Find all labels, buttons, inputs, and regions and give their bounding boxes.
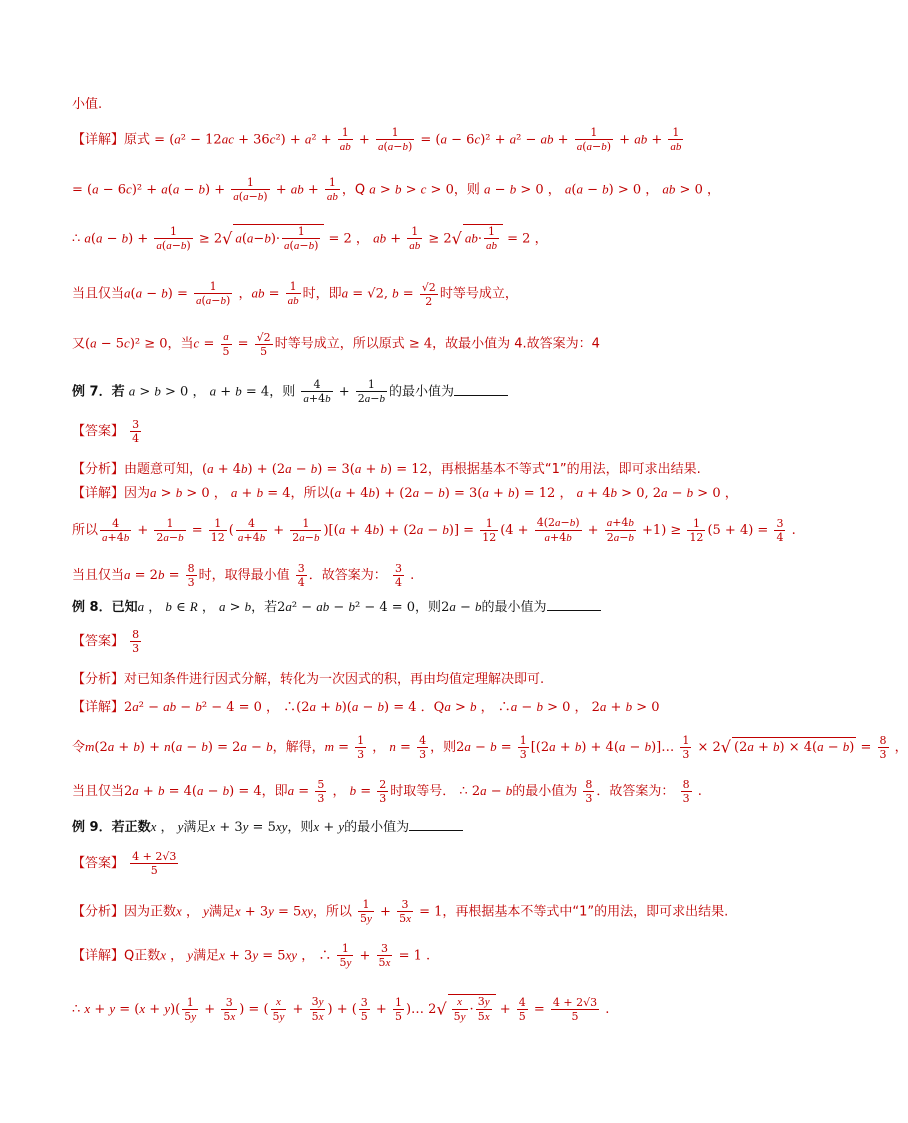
detail-tag: 【详解】 <box>72 699 125 714</box>
detail-tag: 【详解】 <box>72 485 125 500</box>
analysis-tag: 【分析】 <box>72 903 125 919</box>
ex6-detail-line2: = (a − 6c)² + a(a − b) + $\frac{1}{a(a-b)}$ + ab + $\frac{1}{ab}$ ，Q a > b > c > 0，则 a − b > 0 ， a(a − b) > 0 ， ab > 0 ， <box>72 176 720 203</box>
answer-blank <box>547 598 601 611</box>
ex7-question: 例 7．若 a > b > 0 ， a + b = 4，则 $\frac{4}{a+4b}$ + $\frac{1}{2a-b}$ 的最小值为 <box>72 378 754 406</box>
ex9-derivation: ∴ x + y = (x + y)( $\frac{1}{5y}$ + $\frac{3}{5x}$ ) = ( $\frac{x}{5y}$ + $\frac{3y}{5x}$ ) + ( $\frac{3}{5}$ + $\frac{1}{5}$ )… 2√ $\frac{x}{5y}$ · $\frac{3y}{5x}$ + $\frac{4}{5}$ = $\frac{4 + 2√3}{5}$ . <box>72 995 610 1023</box>
ex9-detail: 【详解】Q正数x ， y满足x + 3y = 5xy ， ∴ $\frac{1}{5y}$ + $\frac{3}{5x}$ = 1 . <box>72 942 431 969</box>
detail-tag: 【详解】 <box>72 947 125 963</box>
ex7-analysis: 【分析】由题意可知，(a + 4b) + (2a − b) = 3(a + b) = 12，再根据基本不等式“1”的用法，即可求出结果. <box>72 461 701 477</box>
continuation-text: 小值. <box>72 97 103 112</box>
ex6-detail-line5: 又(a − 5c)² ≥ 0，当c = $\frac{a}{5}$ = $\frac{√2}{5}$ 时等号成立，所以原式 ≥ 4，故最小值为 4.故答案为：4 <box>72 330 600 358</box>
ex9-answer: 【答案】 $\frac{4 + 2√3}{5}$ <box>72 850 177 877</box>
ex6-detail-line3: ∴ a(a − b) + $\frac{1}{a(a-b)}$ ≥ 2√ a(a−b)· $\frac{1}{a(a-b)}$ = 2 ， ab + $\frac{1}{ab}$ ≥ 2√ ab· $\frac{1}{ab}$ = 2 ， <box>72 225 548 252</box>
detail-tag: 【详解】 <box>72 131 125 147</box>
analysis-tag: 【分析】 <box>72 461 125 476</box>
answer-blank <box>409 818 463 831</box>
ex8-equality: 当且仅当2a + b = 4(a − b) = 4，即a = $\frac{5}{3}$ ， b = $\frac{2}{3}$ 时取等号． ∴ 2a − b的最小值为 $\frac{8}{3}$ ．故答案为： $\frac{8}{3}$ . <box>72 778 702 805</box>
ex7-detail: 【详解】因为a > b > 0 ， a + b = 4，所以(a + 4b) + (2a − b) = 3(a + b) = 12 ， a + 4b > 0, 2a − b > 0 ， <box>72 485 738 501</box>
ex8-let: 令m(2a + b) + n(a − b) = 2a − b，解得，m = $\frac{1}{3}$ ， n = $\frac{4}{3}$ ，则2a − b = $\frac{1}{3}$ [(2a + b) + 4(a − b)]… $\frac{1}{3}$ × 2√ (2a + b) × 4(a − b) = $\frac{8}{3}$ ， <box>72 734 908 761</box>
ex7-equality: 当且仅当a = 2b = $\frac{8}{3}$ 时，取得最小值 $\frac{3}{4}$ ．故答案为： $\frac{3}{4}$ . <box>72 562 415 589</box>
ex7-answer: 【答案】 $\frac{3}{4}$ <box>72 418 140 445</box>
answer-tag: 【答案】 <box>72 633 125 648</box>
analysis-tag: 【分析】 <box>72 671 125 686</box>
ex9-analysis: 【分析】因为正数x ， y满足x + 3y = 5xy，所以 $\frac{1}{5y}$ + $\frac{3}{5x}$ = 1，再根据基本不等式中“1”的用法，即可求出结果. <box>72 898 729 925</box>
answer-blank <box>454 383 508 396</box>
answer-tag: 【答案】 <box>72 423 125 438</box>
ex7-derivation: 所以 $\frac{4}{a+4b}$ + $\frac{1}{2a-b}$ = $\frac{1}{12}$ ( $\frac{4}{a+4b}$ + $\frac{1}{2a-b}$ )[(a + 4b) + (2a − b)] = $\frac{1}{12}$ (4 + $\frac{4(2a-b)}{a+4b}$ + $\frac{a+4b}{2a-b}$ +1) ≥ $\frac{1}{12}$ (5 + 4) = $\frac{3}{4}$ . <box>72 516 796 544</box>
ex9-question: 例 9．若正数x ， y满足x + 3y = 5xy，则x + y的最小值为 <box>72 818 754 837</box>
ex6-detail-line1: 【详解】原式 = (a² − 12ac + 36c²) + a² + $\frac{1}{ab}$ + $\frac{1}{a(a-b)}$ = (a − 6c)² + a² − ab + $\frac{1}{a(a-b)}$ + ab + $\frac{1}{ab}$ <box>72 126 682 153</box>
ex8-question: 例 8．已知a ， b ∈ R ， a > b，若2a² − ab − b² − 4 = 0，则2a − b的最小值为 <box>72 598 754 617</box>
ex8-detail: 【详解】2a² − ab − b² − 4 = 0 ， ∴(2a + b)(a − b) = 4 ．Qa > b ， ∴a − b > 0 ， 2a + b > 0 <box>72 699 660 715</box>
ex6-detail-line4: 当且仅当a(a − b) = $\frac{1}{a(a-b)}$ ，ab = $\frac{1}{ab}$ 时，即a = √2, b = $\frac{√2}{2}$ 时等号成立， <box>72 280 518 308</box>
answer-tag: 【答案】 <box>72 855 125 870</box>
ex8-answer: 【答案】 $\frac{8}{3}$ <box>72 628 140 655</box>
ex8-analysis: 【分析】对已知条件进行因式分解，转化为一次因式的积，再由均值定理解决即可. <box>72 671 545 687</box>
